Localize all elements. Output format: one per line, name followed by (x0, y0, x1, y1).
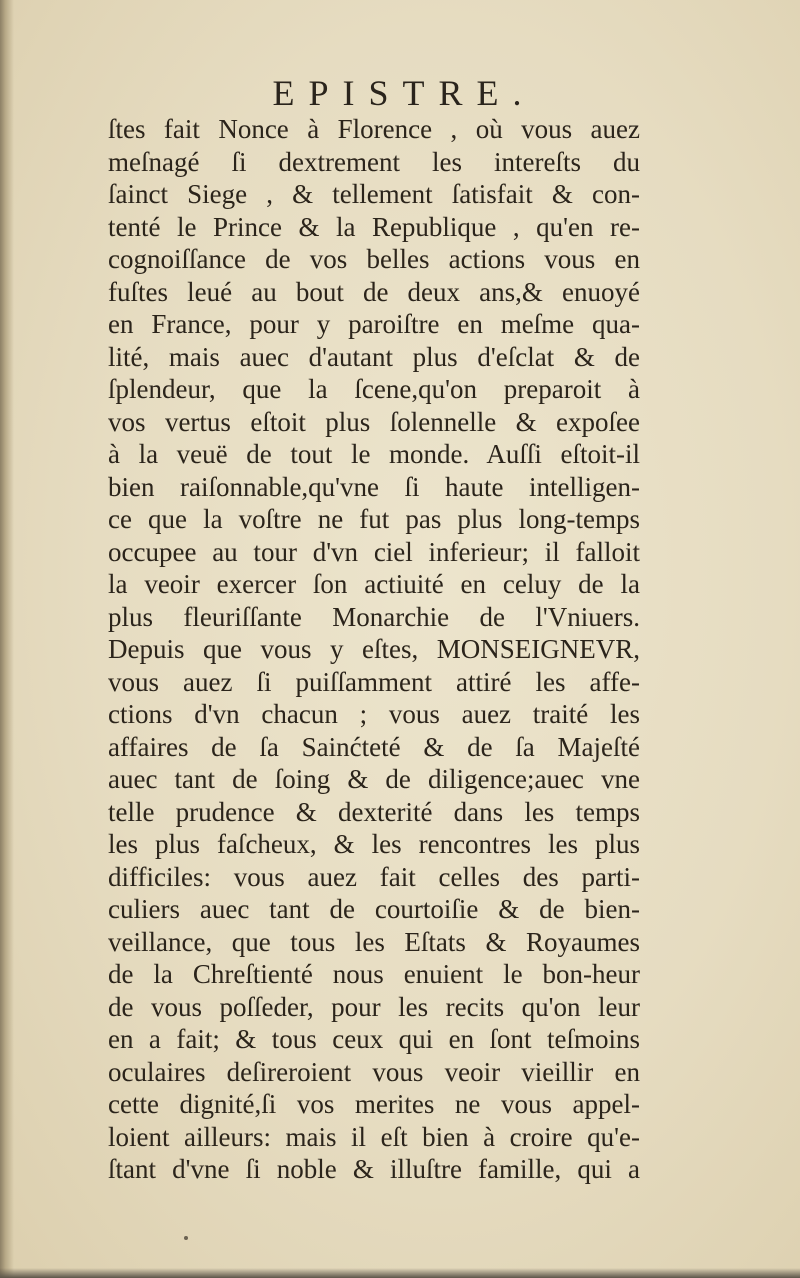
text-line: ctions d'vn chacun ; vous auez traité les (108, 699, 640, 729)
text-line: les plus faſcheux, & les rencontres les plus (108, 829, 640, 859)
text-line: culiers auec tant de courtoiſie & de bien- (108, 894, 640, 924)
text-line: en France, pour y paroiſtre en meſme qua- (108, 309, 640, 339)
text-line: lité, mais auec d'autant plus d'eſclat & de (108, 341, 640, 372)
text-line: bien raiſonnable,qu'vne ſi haute intelligen- (108, 471, 640, 502)
text-line: de vous poſſeder, pour les recits qu'on leur (108, 991, 640, 1022)
text-line: cognoiſſance de vos belles actions vous en (108, 244, 640, 274)
text-line: loient ailleurs: mais il eſt bien à croire qu'e- (108, 1121, 640, 1152)
text-line: ſplendeur, que la ſcene,qu'on preparoit à (108, 374, 640, 404)
text-line: difficiles: vous auez fait celles des parti- (108, 861, 640, 892)
text-line: ſtes fait Nonce à Florence , où vous auez (108, 114, 640, 144)
page-title: EPISTRE. (272, 73, 536, 113)
body-text (108, 113, 640, 1186)
text-line: oculaires deſireroient vous veoir vieillir en (108, 1056, 640, 1087)
text-line: plus fleuriſſante Monarchie de l'Vniuers. (108, 601, 640, 632)
text-line: cette dignité,ſi vos merites ne vous appel- (108, 1089, 640, 1119)
text-line: fuſtes leué au bout de deux ans,& enuoyé (108, 276, 640, 307)
text-line: en a fait; & tous ceux qui en ſont teſmoins (108, 1024, 640, 1054)
text-line: ſtant d'vne ſi noble & illuſtre famille, qui a (108, 1154, 640, 1184)
text-line: affaires de ſa Sainćteté & de ſa Majeſté (108, 731, 640, 762)
text-line: ce que la voſtre ne fut pas plus long-temps (108, 504, 640, 534)
text-line: ſainct Siege , & tellement ſatisfait & con- (108, 179, 640, 209)
text-line: à la veuë de tout le monde. Auſſi eſtoit-il (108, 439, 640, 469)
text-line: occupee au tour d'vn ciel inferieur; il falloit (108, 536, 640, 567)
text-line: vous auez ſi puiſſamment attiré les affe- (108, 666, 640, 697)
ink-speck (184, 1236, 188, 1240)
text-line: telle prudence & dexterité dans les temps (108, 796, 640, 827)
text-line: veillance, que tous les Eſtats & Royaumes (108, 926, 640, 957)
text-line: auec tant de ſoing & de diligence;auec vne (108, 764, 640, 794)
text-line: Depuis que vous y eſtes, MONSEIGNEVR, (108, 634, 640, 664)
text-line: la veoir exercer ſon actiuité en celuy de la (108, 569, 640, 599)
text-line: tenté le Prince & la Republique , qu'en re- (108, 211, 640, 242)
text-line: vos vertus eſtoit plus ſolennelle & expoſee (108, 406, 640, 437)
text-line: meſnagé ſi dextrement les intereſts du (108, 146, 640, 177)
text-line: de la Chreſtienté nous enuient le bon-heur (108, 959, 640, 989)
